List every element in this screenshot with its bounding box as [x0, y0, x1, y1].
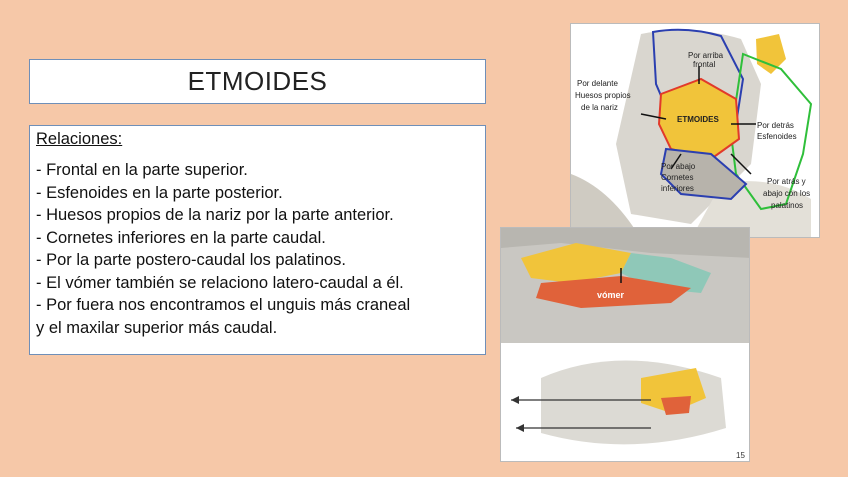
label-por-delante-3: de la nariz [581, 103, 618, 112]
relation-line: - Cornetes inferiores en la parte caudal. [36, 228, 326, 247]
sagittal-skull-illustration [501, 228, 750, 462]
label-por-arriba-1: Por arriba [688, 51, 724, 60]
relation-line: - Por fuera nos encontramos el unguis más craneal [36, 296, 411, 314]
relations-box [29, 125, 486, 355]
vomer-relations-figure [500, 227, 750, 462]
label-por-atras-3: palatinos [771, 201, 804, 210]
relation-line: - Huesos propios de la nariz por la parte anterior. [36, 206, 394, 224]
relation-line: - Frontal en la parte superior. [36, 161, 248, 179]
page-number: 15 [736, 451, 745, 460]
relations-heading: Relaciones: [36, 130, 123, 148]
label-por-atras-1: Por atrás y [767, 177, 806, 186]
label-por-delante-2: Huesos propios [575, 91, 631, 100]
label-por-atras-2: abajo con los [763, 189, 811, 198]
relation-line: - El vómer también se relaciono latero-caudal a él. [36, 273, 404, 292]
label-por-arriba-2: frontal [693, 60, 716, 69]
ethmoid-skull-illustration [571, 24, 820, 238]
label-por-abajo-1: Por abajo [661, 162, 696, 171]
label-por-detras-2: Esfenoides [757, 132, 797, 141]
relation-line: y el maxilar superior más caudal. [36, 318, 278, 337]
slide-title: ETMOIDES [187, 66, 328, 96]
relation-line: - Esfenoides en la parte posterior. [36, 183, 283, 202]
relation-line: - Por la parte postero-caudal los palatinos. [36, 251, 347, 269]
title-box [29, 59, 486, 104]
label-por-abajo-3: inferiores [661, 184, 694, 193]
label-etmoides: ETMOIDES [677, 115, 719, 124]
label-por-delante-1: Por delante [577, 79, 618, 88]
ethmoid-relations-figure [570, 23, 820, 238]
label-por-detras-1: Por detrás [757, 121, 794, 130]
label-vomer: vómer [597, 290, 625, 300]
label-por-abajo-2: Cornetes [661, 173, 694, 182]
